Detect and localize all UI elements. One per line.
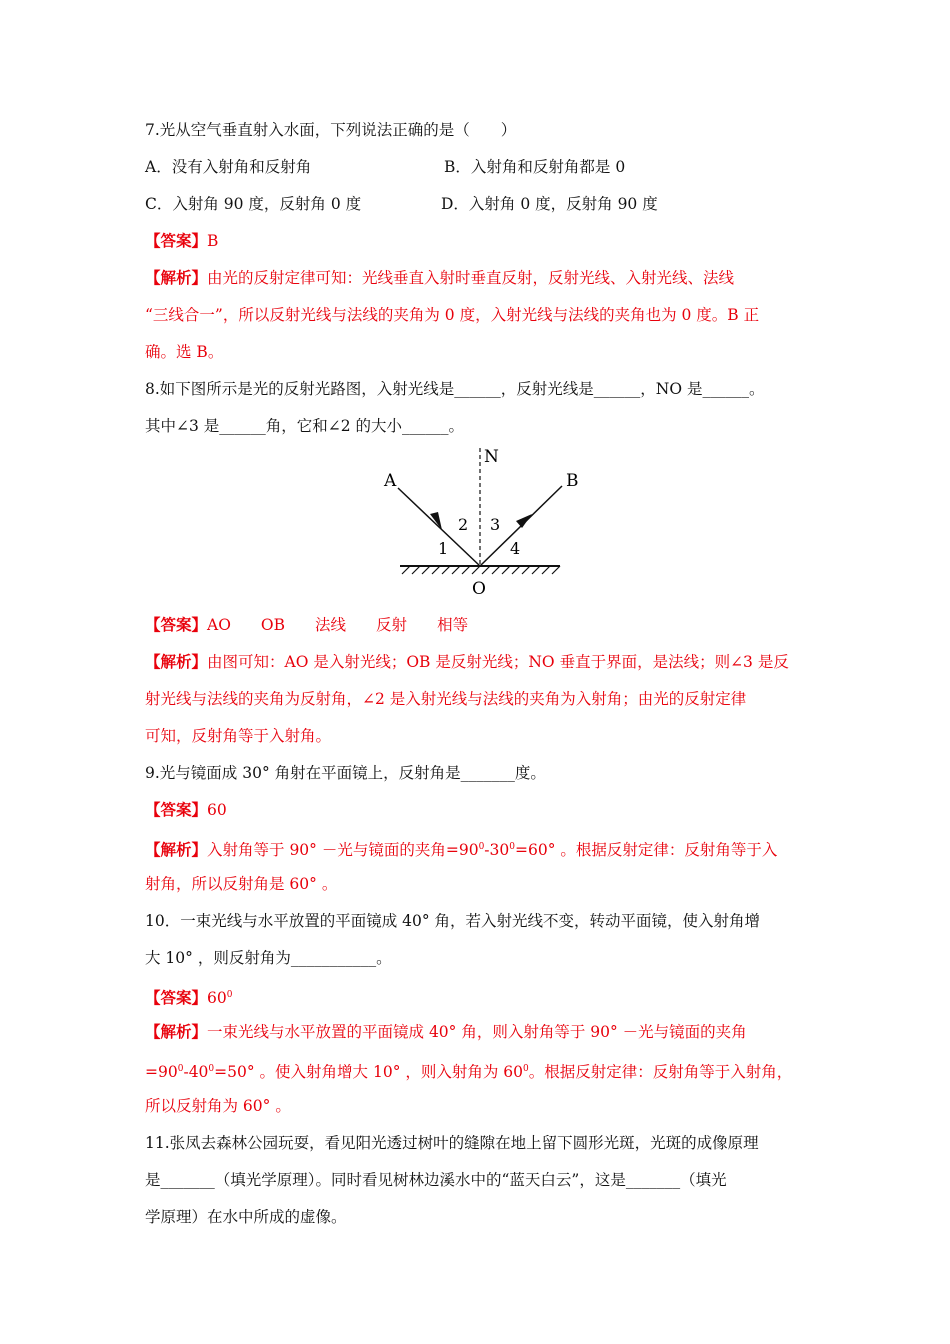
q11-stem-line-2: 是_______（填光学原理）。同时看见树林边溪水中的“蓝天白云”，这是_______（填光 <box>145 1171 727 1189</box>
q10-explanation-line-3: 所以反射角为 60° 。 <box>145 1097 291 1115</box>
answer-tag: 【答案】 <box>145 800 208 819</box>
angle-4-label: 4 <box>510 539 521 558</box>
explanation-tag: 【解析】 <box>145 268 208 287</box>
q10-stem-line-1: 10．一束光线与水平放置的平面镜成 40° 角，若入射光线不变，转动平面镜，使入射角增 <box>145 912 761 930</box>
answer-item: 反射 <box>376 616 408 634</box>
label-o: O <box>472 579 486 598</box>
angle-1-label: 1 <box>438 539 449 558</box>
q7-answer <box>145 231 218 251</box>
degree-superscript: 0 <box>523 1064 529 1074</box>
answer-tag: 【答案】 <box>145 615 208 634</box>
q7-option-d: D．入射角 0 度，反射角 90 度 <box>441 195 658 213</box>
q7-option-a: A．没有入射角和反射角 <box>145 158 312 176</box>
q7-explanation-line-3: 确。选 B。 <box>145 343 224 361</box>
mirror-hatching <box>402 566 560 574</box>
explanation-tag: 【解析】 <box>145 840 208 860</box>
explanation-text: =60° 。根据反射定律：反射角等于入 <box>515 841 778 860</box>
degree-superscript: 0 <box>509 842 515 852</box>
explanation-text: 由图可知：AO 是入射光线；OB 是反射光线；NO 垂直于界面，是法线；则∠3 是反 <box>207 653 789 671</box>
label-b: B <box>566 471 579 491</box>
explanation-text: =90 <box>145 1063 178 1082</box>
degree-superscript: 0 <box>226 990 233 1000</box>
q7-explanation-line-2: “三线合一”，所以反射光线与法线的夹角为 0 度，入射光线与法线的夹角也为 0 度。B 正 <box>145 306 760 324</box>
q7-option-b: B．入射角和反射角都是 0 <box>444 158 626 176</box>
q8-stem-line-1: 8.如下图所示是光的反射光路图，入射光线是______，反射光线是______，NO 是______。 <box>145 380 765 398</box>
q8-explanation-line-2: 射光线与法线的夹角为反射角，∠2 是入射光线与法线的夹角为入射角；由光的反射定律 <box>145 690 747 708</box>
q8-answer <box>145 615 468 635</box>
q10-stem-line-2: 大 10° ，则反射角为___________。 <box>145 949 392 967</box>
explanation-text: -30 <box>484 841 510 860</box>
reflection-diagram <box>380 442 586 598</box>
q8-explanation-line-1 <box>145 652 789 672</box>
degree-superscript: 0 <box>478 842 485 852</box>
explanation-text: 。根据反射定律：反射角等于入射角， <box>528 1063 793 1082</box>
explanation-tag: 【解析】 <box>145 652 208 671</box>
q9-explanation-line-2: 射角，所以反射角是 60° 。 <box>145 875 338 893</box>
angle-3-label: 3 <box>490 515 501 534</box>
q10-explanation-line-2 <box>145 1059 792 1082</box>
q11-stem-line-3: 学原理）在水中所成的虚像。 <box>145 1208 347 1226</box>
label-n: N <box>484 447 499 467</box>
answer-item: 相等 <box>437 616 469 634</box>
answer-value: 60 <box>207 989 227 1008</box>
q8-explanation-line-3: 可知，反射角等于入射角。 <box>145 727 332 745</box>
answer-item: 法线 <box>315 616 347 634</box>
answer-value: B <box>207 232 219 250</box>
answer-value: 60 <box>207 801 227 819</box>
q11-stem-line-1: 11.张凤去森林公园玩耍，看见阳光透过树叶的缝隙在地上留下圆形光斑，光斑的成像原理 <box>145 1134 759 1152</box>
explanation-text: 一束光线与水平放置的平面镜成 40° 角，则入射角等于 90° －光与镜面的夹角 <box>207 1023 747 1041</box>
angle-2-label: 2 <box>458 515 469 534</box>
explanation-text: 入射角等于 90° －光与镜面的夹角=90 <box>207 841 479 860</box>
answer-item: OB <box>260 616 286 634</box>
explanation-text: -40 <box>183 1063 209 1082</box>
q9-stem: 9.光与镜面成 30° 角射在平面镜上，反射角是_______度。 <box>145 764 546 782</box>
explanation-text: 由光的反射定律可知：光线垂直入射时垂直反射，反射光线、入射光线、法线 <box>207 269 735 287</box>
answer-tag: 【答案】 <box>145 988 208 1008</box>
q9-answer <box>145 800 227 820</box>
q10-answer <box>145 985 232 1008</box>
explanation-text: =50° 。使入射角增大 10° ，则入射角为 60 <box>214 1063 524 1082</box>
degree-superscript: 0 <box>177 1064 184 1074</box>
q7-explanation-line-1 <box>145 268 734 288</box>
degree-superscript: 0 <box>208 1064 215 1074</box>
q7-option-c: C．入射角 90 度，反射角 0 度 <box>145 195 362 213</box>
q8-stem-line-2: 其中∠3 是______角，它和∠2 的大小______。 <box>145 417 465 435</box>
answer-item: AO <box>207 616 231 634</box>
answer-tag: 【答案】 <box>145 231 208 250</box>
q10-explanation-line-1 <box>145 1022 747 1042</box>
label-a: A <box>384 471 397 491</box>
q9-explanation-line-1 <box>145 837 777 860</box>
q7-stem: 7.光从空气垂直射入水面，下列说法正确的是（ ） <box>145 121 517 139</box>
reflected-arrow-icon <box>516 514 532 528</box>
explanation-tag: 【解析】 <box>145 1022 208 1041</box>
